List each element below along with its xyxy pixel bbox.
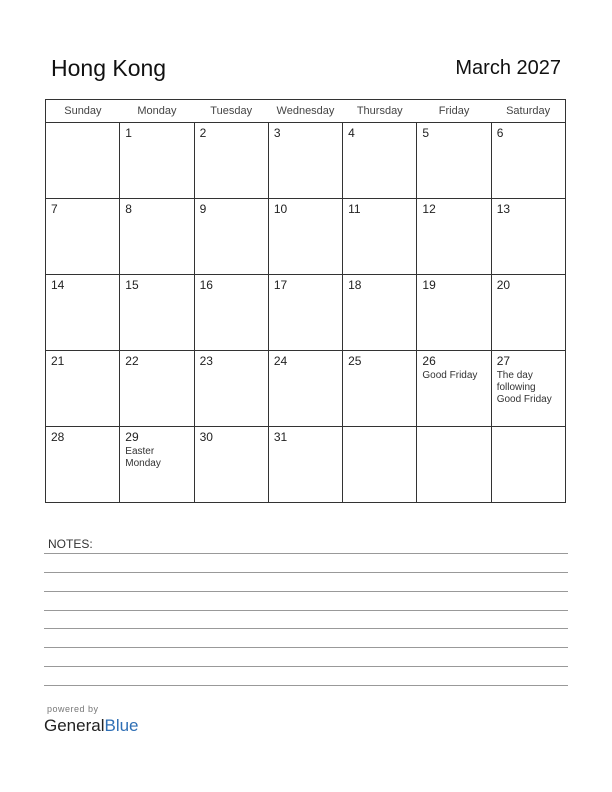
- day-cell: [194, 427, 268, 503]
- day-number: 12: [422, 202, 436, 216]
- weekday-tuesday: Tuesday: [194, 100, 268, 123]
- day-number: 16: [199, 278, 213, 292]
- day-number: 13: [496, 202, 511, 216]
- month-title: March 2027: [455, 57, 561, 79]
- day-cell: [343, 123, 417, 199]
- weekday-header-row: [46, 100, 566, 123]
- day-cell: [491, 123, 565, 199]
- day-cell: [268, 199, 342, 275]
- weekday-thursday: Thursday: [343, 100, 417, 123]
- day-number: 10: [273, 202, 288, 216]
- day-cell: [268, 427, 342, 503]
- day-number: 4: [348, 126, 355, 140]
- day-number: 30: [199, 430, 213, 444]
- day-cell: [268, 351, 342, 427]
- week-row: [46, 199, 566, 275]
- day-number: 31: [273, 430, 288, 444]
- day-number: 22: [125, 354, 139, 368]
- weekday-sunday: Sunday: [46, 100, 120, 123]
- day-cell: [343, 275, 417, 351]
- day-number: 11: [348, 202, 361, 216]
- note-line: [44, 666, 568, 667]
- day-cell: [46, 199, 120, 275]
- day-cell: [343, 427, 417, 503]
- note-line: [44, 628, 568, 629]
- day-number: 2: [199, 126, 207, 140]
- brand-general: General: [44, 716, 105, 735]
- day-cell: [120, 351, 194, 427]
- day-number: 26: [422, 354, 436, 368]
- day-cell: [120, 275, 194, 351]
- day-cell: [417, 427, 491, 503]
- day-cell: [343, 199, 417, 275]
- day-cell: [268, 123, 342, 199]
- holiday-label: Good Friday: [422, 370, 478, 381]
- day-cell: [417, 199, 491, 275]
- day-number: 18: [348, 278, 362, 292]
- day-cell: [120, 427, 194, 503]
- day-number: 24: [273, 354, 288, 368]
- day-number: 25: [348, 354, 362, 368]
- brand-blue: Blue: [104, 716, 139, 735]
- note-line: [44, 610, 568, 611]
- day-number: 28: [51, 430, 65, 444]
- holiday-label: Easter Monday: [125, 446, 161, 469]
- weekday-friday: Friday: [417, 100, 491, 123]
- day-number: 1: [125, 126, 132, 140]
- week-row: [46, 427, 566, 503]
- day-cell: [491, 427, 565, 503]
- day-cell: [194, 351, 268, 427]
- holiday-label: The day following Good Friday: [496, 370, 552, 405]
- day-cell: [46, 427, 120, 503]
- note-line: [44, 572, 568, 573]
- powered-by-text: powered by: [47, 704, 99, 714]
- day-number: 9: [199, 202, 207, 216]
- note-line: [44, 591, 568, 592]
- day-number: 8: [125, 202, 132, 216]
- day-cell: [491, 199, 565, 275]
- day-cell: [194, 123, 268, 199]
- day-number: 5: [422, 126, 430, 140]
- weekday-wednesday: Wednesday: [268, 100, 342, 123]
- week-row: [46, 275, 566, 351]
- day-number: 15: [125, 278, 139, 292]
- day-number: 7: [51, 202, 58, 216]
- day-cell: [194, 275, 268, 351]
- day-number: 17: [273, 278, 288, 292]
- weekday-monday: Monday: [120, 100, 194, 123]
- day-cell: [417, 123, 491, 199]
- day-cell: [491, 351, 565, 427]
- brand-logo: [44, 716, 139, 736]
- calendar-grid: [45, 99, 566, 503]
- note-line: [44, 685, 568, 686]
- day-number: 3: [273, 126, 281, 140]
- day-number: 21: [51, 354, 65, 368]
- week-row: [46, 123, 566, 199]
- day-cell: [343, 351, 417, 427]
- day-cell: [491, 275, 565, 351]
- day-cell: [120, 123, 194, 199]
- day-cell: [120, 199, 194, 275]
- day-cell: [268, 275, 342, 351]
- day-number: 14: [51, 278, 65, 292]
- day-number: 6: [496, 126, 504, 140]
- day-cell: [417, 351, 491, 427]
- region-title: Hong Kong: [51, 55, 167, 81]
- day-cell: [417, 275, 491, 351]
- day-number: 20: [496, 278, 511, 292]
- week-row: [46, 351, 566, 427]
- day-number: 29: [125, 430, 139, 444]
- day-cell: [46, 275, 120, 351]
- notes-label: NOTES:: [48, 537, 93, 551]
- day-number: 23: [199, 354, 213, 368]
- weekday-saturday: Saturday: [491, 100, 565, 123]
- day-number: 27: [496, 354, 511, 368]
- day-cell: [46, 351, 120, 427]
- day-cell: [194, 199, 268, 275]
- day-number: 19: [422, 278, 436, 292]
- note-line: [44, 553, 568, 554]
- day-cell: [46, 123, 120, 199]
- note-line: [44, 647, 568, 648]
